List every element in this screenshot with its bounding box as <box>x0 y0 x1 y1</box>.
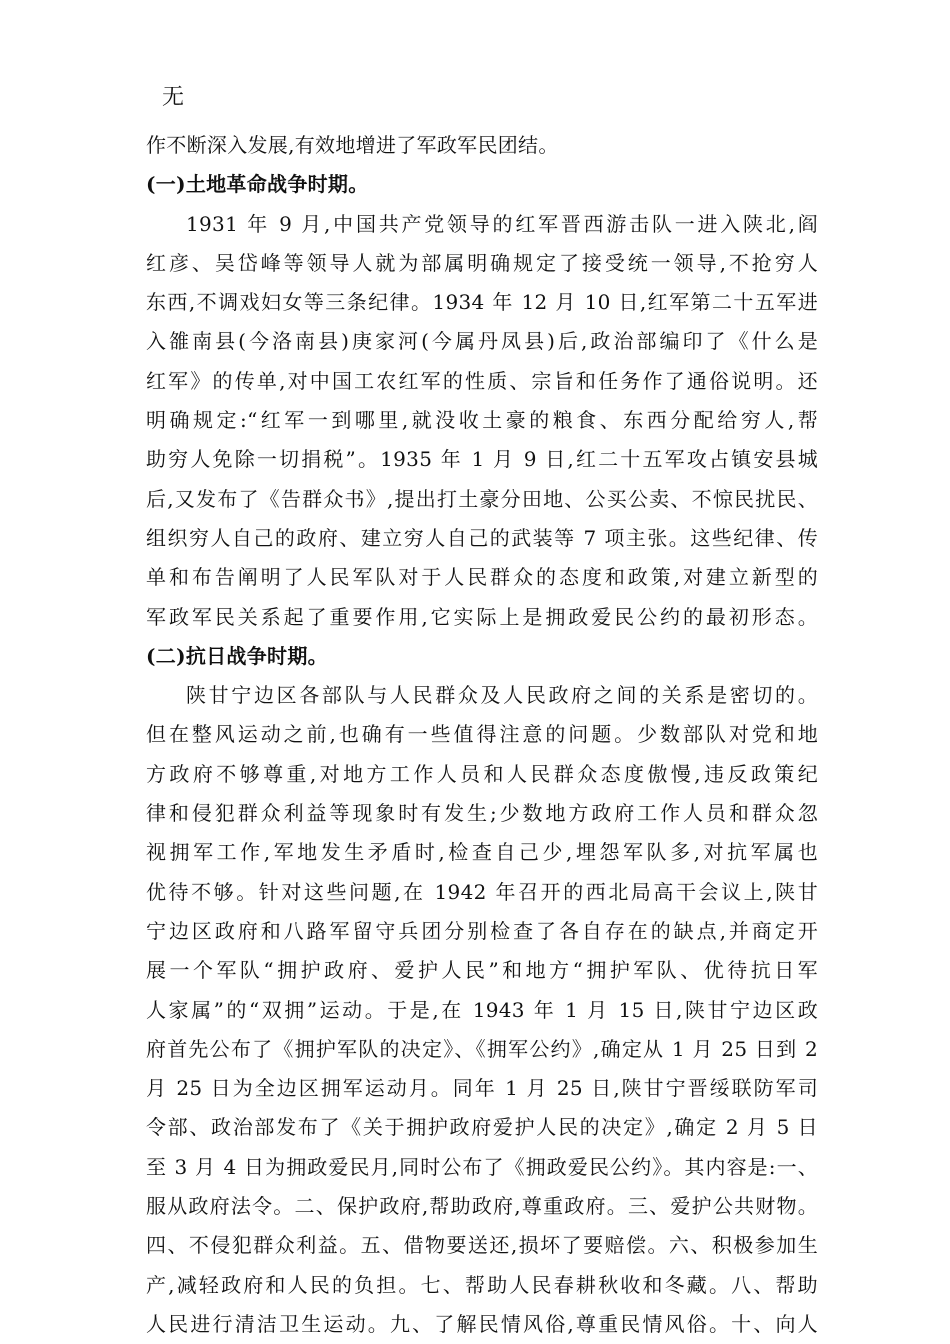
paragraph-line: 优待不够。针对这些问题,在 1942 年召开的西北局高干会议上,陕甘 <box>146 879 818 904</box>
paragraph-line: 月 25 日为全边区拥军运动月。同年 1 月 25 日,陕甘宁晋绥联防军司 <box>146 1076 818 1101</box>
paragraph-line: 军政军民关系起了重要作用,它实际上是拥政爱民公约的最初形态。 <box>146 604 818 629</box>
paragraph-line: 单和布告阐明了人民军队对于人民群众的态度和政策,对建立新型的 <box>146 565 818 590</box>
paragraph-line: 四、不侵犯群众利益。五、借物要送还,损坏了要赔偿。六、积极参加生 <box>146 1233 818 1258</box>
paragraph-line: 但在整风运动之前,也确有一些值得注意的问题。少数部队对党和地 <box>146 722 818 747</box>
paragraph-line: 组织穷人自己的政府、建立穷人自己的武装等 7 项主张。这些纪律、传 <box>146 525 818 550</box>
paragraph-line: 服从政府法令。二、保护政府,帮助政府,尊重政府。三、爱护公共财物。 <box>146 1194 818 1219</box>
paragraph-line: 至 3 月 4 日为拥政爱民月,同时公布了《拥政爱民公约》。其内容是:一、 <box>146 1154 818 1179</box>
paragraph-line: 展一个军队“拥护政府、爱护人民”和地方“拥护军队、优待抗日军 <box>146 958 818 983</box>
paragraph-line: 视拥军工作,军地发生矛盾时,检查自己少,埋怨军队多,对抗军属也 <box>146 840 818 865</box>
paragraph-line: 律和侵犯群众利益等现象时有发生;少数地方政府工作人员和群众忽 <box>146 801 818 826</box>
paragraph-line: 令部、政治部发布了《关于拥护政府爱护人民的决定》,确定 2 月 5 日 <box>146 1115 818 1140</box>
paragraph-line: 助穷人免除一切捐税”。1935 年 1 月 9 日,红二十五军攻占镇安县城 <box>146 447 818 472</box>
paragraph-line: 红军》的传单,对中国工农红军的性质、宗旨和任务作了通俗说明。还 <box>146 368 818 393</box>
section-heading: (一)土地革命战争时期。 <box>146 172 369 197</box>
section-heading: (二)抗日战争时期。 <box>146 643 328 668</box>
paragraph-line: 入雒南县(今洛南县)庚家河(今属丹凤县)后,政治部编印了《什么是 <box>146 329 818 354</box>
paragraph-line: 作不断深入发展,有效地增进了军政军民团结。 <box>146 133 559 157</box>
page-header-mark: 无 <box>162 85 185 110</box>
paragraph-line: 宁边区政府和八路军留守兵团分别检查了各自存在的缺点,并商定开 <box>146 918 818 943</box>
paragraph-line: 红彦、吴岱峰等领导人就为部属明确规定了接受统一领导,不抢穷人 <box>146 250 818 275</box>
paragraph-line: 陕甘宁边区各部队与人民群众及人民政府之间的关系是密切的。 <box>186 683 818 708</box>
paragraph-line: 人家属”的“双拥”运动。于是,在 1943 年 1 月 15 日,陕甘宁边区政 <box>146 997 818 1022</box>
paragraph-line: 产,减轻政府和人民的负担。七、帮助人民春耕秋收和冬藏。八、帮助 <box>146 1272 818 1297</box>
body-text <box>146 126 818 1344</box>
paragraph-line: 明确规定:“红军一到哪里,就没收土豪的粮食、东西分配给穷人,帮 <box>146 408 818 433</box>
paragraph-line: 方政府不够尊重,对地方工作人员和人民群众态度傲慢,违反政策纪 <box>146 761 818 786</box>
paragraph-line: 东西,不调戏妇女等三条纪律。1934 年 12 月 10 日,红军第二十五军进 <box>146 290 818 315</box>
paragraph-line: 人民进行清洁卫生运动。九、了解民情风俗,尊重民情风俗。十、向人 <box>146 1311 818 1336</box>
paragraph-line: 后,又发布了《告群众书》,提出打土豪分田地、公买公卖、不惊民扰民、 <box>146 486 818 511</box>
paragraph-line: 府首先公布了《拥护军队的决定》、《拥军公约》,确定从 1 月 25 日到 2 <box>146 1036 818 1061</box>
paragraph-line: 1931 年 9 月,中国共产党领导的红军晋西游击队一进入陕北,阎 <box>186 211 818 236</box>
